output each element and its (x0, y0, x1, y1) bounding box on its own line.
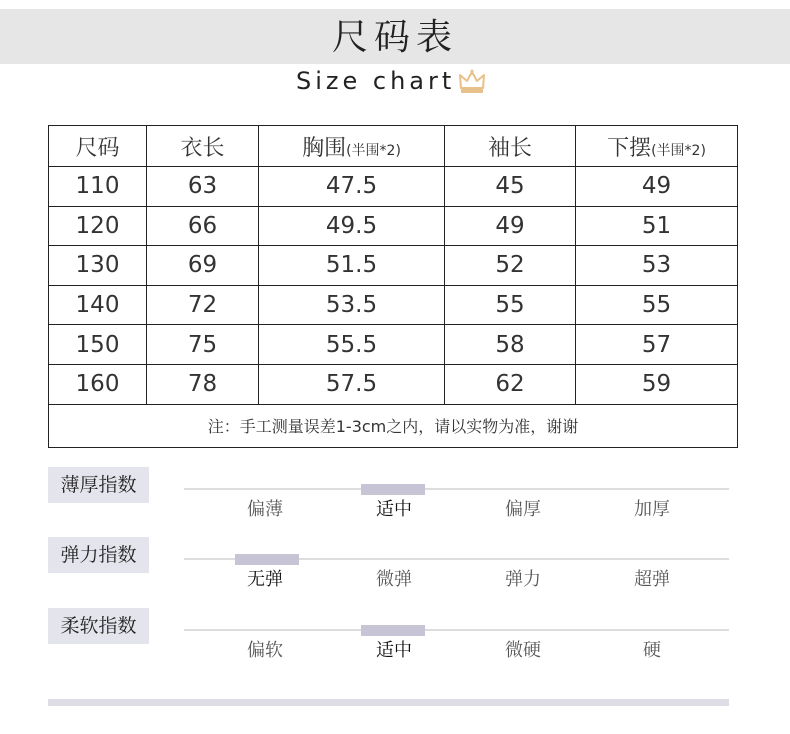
cell-size: 160 (49, 364, 147, 404)
header-size: 尺码 (49, 126, 147, 167)
index-label: 薄厚指数 (48, 467, 149, 503)
cell-hem: 57 (576, 325, 738, 365)
index-label: 弹力指数 (48, 537, 149, 573)
index-marker (235, 554, 299, 565)
cell-size: 120 (49, 206, 147, 246)
index-option: 超弹 (634, 569, 670, 590)
index-label: 柔软指数 (48, 608, 149, 644)
cell-length: 72 (147, 285, 259, 325)
cell-length: 66 (147, 206, 259, 246)
cell-sleeve: 55 (445, 285, 576, 325)
cell-sleeve: 52 (445, 246, 576, 286)
index-option: 适中 (376, 499, 412, 520)
measurement-note: 注：手工测量误差1-3cm之内，请以实物为准，谢谢 (49, 404, 738, 447)
cell-size: 110 (49, 167, 147, 207)
cell-length: 69 (147, 246, 259, 286)
cell-chest: 51.5 (259, 246, 445, 286)
index-track (184, 488, 729, 490)
index-option: 微弹 (376, 569, 412, 590)
cell-length: 78 (147, 364, 259, 404)
index-option: 弹力 (505, 569, 541, 590)
footer-divider (48, 699, 729, 706)
cell-hem: 55 (576, 285, 738, 325)
cell-hem: 51 (576, 206, 738, 246)
cell-chest: 57.5 (259, 364, 445, 404)
header-length: 衣长 (147, 126, 259, 167)
cell-hem: 49 (576, 167, 738, 207)
cell-chest: 55.5 (259, 325, 445, 365)
cell-hem: 59 (576, 364, 738, 404)
index-option: 适中 (376, 640, 412, 661)
index-marker (361, 484, 425, 495)
cell-length: 75 (147, 325, 259, 365)
index-option: 无弹 (247, 569, 283, 590)
cell-sleeve: 58 (445, 325, 576, 365)
index-option: 偏软 (247, 640, 283, 661)
index-option: 微硬 (505, 640, 541, 661)
index-option: 硬 (643, 640, 661, 661)
cell-sleeve: 62 (445, 364, 576, 404)
page-title: 尺码表 (331, 17, 458, 58)
cell-chest: 47.5 (259, 167, 445, 207)
cell-chest: 53.5 (259, 285, 445, 325)
cell-chest: 49.5 (259, 206, 445, 246)
cell-sleeve: 49 (445, 206, 576, 246)
cell-size: 130 (49, 246, 147, 286)
subtitle: Size chart (296, 67, 456, 95)
header-chest: 胸围(半围*2) (259, 126, 445, 167)
index-marker (361, 625, 425, 636)
header-sleeve: 袖长 (445, 126, 576, 167)
index-option: 偏厚 (505, 499, 541, 520)
index-track (184, 629, 729, 631)
index-option: 加厚 (634, 499, 670, 520)
cell-size: 150 (49, 325, 147, 365)
cell-size: 140 (49, 285, 147, 325)
cell-sleeve: 45 (445, 167, 576, 207)
index-option: 偏薄 (247, 499, 283, 520)
header-hem: 下摆(半围*2) (576, 126, 738, 167)
cell-hem: 53 (576, 246, 738, 286)
cell-length: 63 (147, 167, 259, 207)
